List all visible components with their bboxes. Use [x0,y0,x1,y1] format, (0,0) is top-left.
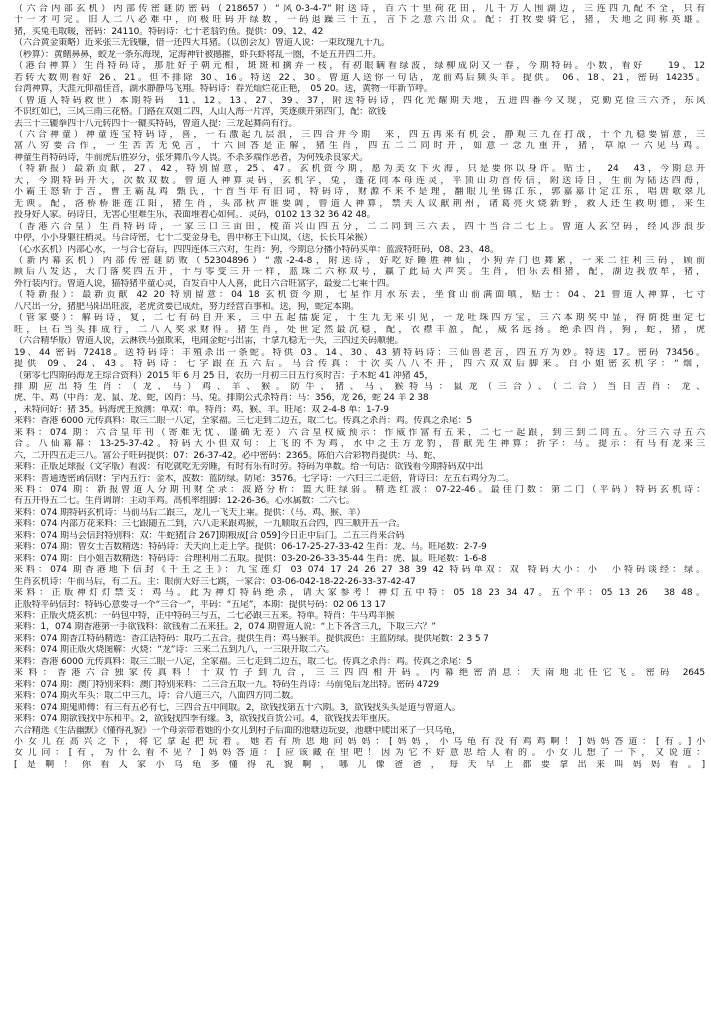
text-line-67: [是啊！你看人家小乌龟多懂得礼貌啊，哪儿像爸爸，每天早上都要拿出来叫妈妈看。] [14,759,705,770]
text-line-15: （特新报）最新贡献，27、42，特别留意，25、47。玄机资今期，愿为美女下火海，只是要你以身许。贴士， 24 43，今期总开 [14,164,705,175]
text-line-9: （曾道人特码救世）本期特码 11、12、13、27、39、37，附送特码诗，四化光耀期天地，五进四番今又现，克勤克俭三六齐，东风 [14,95,705,106]
text-line-4: （六合黄金策略）近来张三无钱赚，借一还四大耳猪。（以创会友）曾道人说：一束玫瑰九十九。 [14,38,391,49]
text-line-24: 顾后八发达，大门落奖四五开，十与零变三开一样，蓝珠二六称双号，赢了此局大声笑。生肖，伯乐去相猪，配，湖边我放牟，猪， [14,267,705,278]
text-line-11: 去三十三辘拳四十八元转四十一辘买特码，曾道人提：三龙起舞尚有行。 [14,118,298,129]
text-line-25: 外行装内行。曾道人说，猫特猪平童心灵，百发百中人人喜，此日六合旺富字，最爱二七乘十四。 [14,278,395,289]
text-line-44: 有五开得五二七。生肖调谓：主动羊鸡。高机率组脚：12-26-36。心水属数：二六七。 [14,496,355,507]
text-line-26: （特新报）：最新贡献 42 20 特别留意：04 18 玄机资今期，七星作月水东去，坐食山前满面嗔，贴士：04、21 曾道人神算，七寸 [14,290,705,301]
text-line-31: 19、44 密码 72418。送特码诗：丰殖杀出一条蛇。特供 03、14、30、43 猜特码诗：三仙兽老言，四五方为妙。特送 17。密码 73456。 [14,347,705,358]
text-line-60: 来料：074 期：澳门特别来料：澳门特别来料：二三合五取一九。特码生肖诗：马前兔后龙出特。密码 4729 [14,679,440,690]
text-line-65: 小女儿在高兴之下，将它拿起把玩着。她若有所思地问妈妈：[妈妈，小乌龟有没有鸡鸡啊！]妈妈答道：[有。]小 [14,737,705,747]
text-line-20: （香港六合皇）生肖特码诗，一家三口三亩田，棱苗兴山四五分，二二同到三六去，四十当合二七上。曾道人玄空码，经风涉浪步 [14,221,705,232]
text-line-53: 正版特平码信封：特码心意要寻一个“三合一”，平码：“五尾”，本期：提供号码：02 06 13 17 [14,599,386,610]
text-line-61: 来料：074 期火车头：取二中三九，诗：合八道三六，八面四方同二数。 [14,691,299,702]
text-line-64: 六合精选《生活幽默》《懂得礼貌》一个母亲带着她的小女儿到村子后面的池塘边玩耍，池塘中爬出来了一只乌龟， [14,725,461,736]
text-line-18: 无谀。配，洛桥桥谁莲江阳，猪生肖，头部秋声谁要调，曾道人神算，禁夫人议献荆州，诸葛亮火烧新野，救人还生救明德，来生 [14,198,705,209]
text-line-37: 来料：香港 6000 元传真料：取三二眼一八定，全家福。三七走到二边五，取二七。传真之杀肖：鸡。传真之杀尾：5 [14,416,473,427]
text-line-21: 中停，小小身躯往梢灵。马合诗密，七十二变金身毛，兽中称王下山岚，（送，长长耳朵猴） [14,233,373,244]
text-line-41: 来料：正版足球报（文字版）看波：有吃就吃无旁睡，有时有乐有时劳。特码为单数。给一句话：欲钱看今期特码双中出 [14,462,484,473]
text-line-1: （六合内部玄机）内部传密谜防密码（218657）“风0-3-4-7”附送诗，百六十里荷花田，几千万人围湖边，三连四九配不全，只有 [14,4,705,14]
text-line-63: 来料：074 期欲钱找中东和平。2，欲钱找四季有缘。3，欲钱找百货公司。4，欲钱找去年重庆。 [14,714,396,725]
text-line-48: 来料：074 期：曾女士吉数精选：特码诗：天天向上走上学。提供：06-17-25-27-33-42 生肖：龙、马。旺尾数：2-7-9 [14,542,487,553]
text-line-6: （港台神算）生肖特码诗，那肚好子朝元相，斑斑和擒弄一枝，有初眼瞒看绿波，绿柳成阴又一春，今期特码。小数，看好 19、12 [14,61,705,72]
text-line-23: （新内幕玄机）内部传密谜防败（52304896）“激-2-4-8，附送诗，好吃好睡胜神仙，小狗弄门也舞累，一来二往利三码，顾前 [14,255,705,266]
text-line-56: 来料：074 期香江特码精选：香江话特码：取巧二五合。提供生肖：鸡马猴羊。提供波色：主蓝防绿。提供尾数：2 3 5 7 [14,633,489,644]
text-line-14: 神童生肖特码诗，牛前虎后胜岁分，张牙舞爪今人畏。不杀多端作恶者，为何残杀良家犬。 [14,152,369,163]
text-line-47: 来料：074 期马会信封特别料：双：牛蛇猪[合 267]期粮成[合 059]今日正中后门。二五三肖来合码 [14,530,405,541]
text-line-3: 猪，买兔毛取暖，密码：24110。特码诗：七十老翁钓鱼。提供：09、12、42 [14,26,324,37]
text-line-52: 来料：正版神灯灯禁支：鸡马。此为神灯特码绝杀，请大家参考！神灯五中特：05 18 23 34 47。五个平：05 13 26 38 48。 [14,588,705,599]
text-line-35: 虎、牛、鸡（中肖：龙、鼠、龙、蛇，凶肖：马、兔。排期公式杀特肖：马：356，龙 26，蛇 24 羊 2 38 [14,393,429,404]
text-line-36: ，未特问好：猪 35。码海虎王预测：单双：单。特肖：鸡、猴、羊。旺尾：双 2-4-8 单：1-7-9 [14,404,389,415]
text-line-2: 十一才可完。旧人二八必难中，向极旺码开绿数，一码退躁三十五，言下之意六出众。配：打牧要骑它，猪，天地之间称英雄。 [14,15,705,26]
text-line-10: 不识红如已，三风三雨三花格。门路在双姐二四，人山人海一片淬，笑逐颜开第四门，配：欲钱 [14,107,386,118]
text-line-57: 来料：074 期正版火烧图解：火烧：“龙”诗：三来二五到九八，一三限开取二六。 [14,645,335,656]
text-line-66: 女儿问：[有，为什么看不见？]妈妈答道：[应该藏在里吧！因为它不好意思给人看的。小女儿想了一下，又说道： [14,748,705,759]
text-line-34: 排期应出特生肖：（龙、马）鸡、羊、猴。防牛、猪、马、猴特马：鼠龙（三合）、（二合）当日吉肖：龙、 [14,381,705,392]
text-line-33: （第零七四期码海龙王综合资料）2015 年 6 月 25 日，农历一月初三日五行亥时吉：子木蛇 41 冲猪 45， [14,370,434,381]
text-line-42: 来料：普通透密函信财：宇内五行：金木，波数：蓝防绿。防尾：3576。七字诗：一六归三二走倍，背诗曰：左五右鸡分为二。 [14,473,515,484]
text-line-7: 若转大数则看好 26、21。但不排除 30、16。特送 22、30。曾道人送你一句话，龙前鸡后频头羊。提供。 06、18、21，密码 14235。 [14,72,705,83]
text-line-22: （心水玄机）内部心水，一与合七奋后，四四连体三六对，生肖：狗，今期总分播小特码买单：蓝波特旺码，08、23、48。 [14,244,499,255]
text-line-38: 来料：074 期：六合皇年刊（寄难无忧、谨确无差）六合皇权威预示：作威作富有五来，二七一起跟，到三到二同五。分三六寻五六 [14,427,705,438]
text-line-12: （六合神童）神童连宝特码诗，喜，一石激起九层浪，三四合并今期 来，四五再来有机会，静观三九在打战，十个九稳要留意，三 [14,129,705,140]
text-line-55: 来料：1，074 期香港第一手欲钱料：欲钱看二五来狂。2，074 期曾道人说：“上下各含三九，下取三六？” [14,622,436,633]
text-line-19: 投身好人家。码诗日，无害心里难生乐，表面堆着心如何。．灵码，0102 13 32 36 42 48。 [14,210,376,221]
text-line-29: 旺，巨石当头排成行，二八入奖求财得。猪生肖，处世定然最沉稳，配，衣襟丰盈，配，威名远扬。绝杀四肖，狗，蛇，猪，虎 [14,324,705,335]
text-line-27: 八尺出一分，猪肥马阳出旺波，老虎贪要已成灶，努力经营百事和。送，狗，蛇定本期。 [14,301,360,312]
text-line-32: 提供 09、24、43。特码诗：七字跟在五六后。马合传真：十次买八八不开，四六双双后脚来。白小姐密玄机字：“烟， [14,359,705,370]
text-line-43: 来料：074 期：新报曾道人分期刊财全录：波路分析：篮大旺绿弱。精选红波：07-22-46。最佳门数：第二门（平码）特码玄机诗： [14,485,705,496]
text-line-5: （秒算）：黄鳝鼻鼻，蛟龙一条东海现，定海神针被撼摧，虾兵虾将乱一圈，不是五开四二开。 [14,49,382,60]
text-line-46: 来料：074 内部万花来料：三七跟随五二到，六八走来跟鸡猴，一九顺取五合四，四三顺开五一合。 [14,519,406,530]
text-line-30: （六合精华版）曾道人说，云淋铁马强欺来，电闹金蛇弓出雷，十拿九稳无一失，三四过关码顺驰。 [14,336,404,347]
text-line-62: 来料：074 期鬼师傅：有三有五必有七，三四合五中间取。2，欲钱找第五十六期。3，欲钱找头头是道与曾道人。 [14,702,461,713]
text-line-49: 来料：074 期：白小姐吉数精选：特码诗：合理利用二五取。提供：03-20-26-33-35-44 生肖：虎、鼠。旺尾数：1-6-8 [14,553,487,564]
text-line-59: 来料：香港六合独家传真料！十双竹子到九合，三三四四相开码。内幕绝密消息：天南地北任它飞。密码 2645 [14,668,705,679]
text-line-13: 富八穷要合作，一生苦苦无免言，十六回答是正解，猪生肖，四五二二同时开，如意一念九重开，猪，草原一六见马鸡。 [14,141,705,152]
text-line-40: 六，二开四五走三八。富公子旺码提供：07：26-37-42。必中密码：2365。陈伯六合彩物肖提供：马、蛇、 [14,450,442,461]
text-line-45: 来料：074 期特码玄机诗：马前马后二跟三，龙儿一飞天上乘。提供：（马、鸡、猴、羊） [14,507,366,518]
text-line-50: 来料：074 期香港地下信封《千王之王》：九宝莲灯 03 074 17 24 26 27 38 39 42 特码单双：双 特码大小：小 小特码谈经：绿。 [14,565,705,576]
text-line-39: 合。八仙幕幕：13-25-37-42。特码大小但双句：上飞的不为鸡，水中之王方龙豹，普献先生神算：折字：马。提示：有马有龙来三 [14,439,705,450]
text-line-8: 台湾神算，天涯元仰福佳音，湖水静静鸟飞翔。特码诗：春光灿烂花正艳， 05 20。送，黄物一年新节呼。 [14,84,433,95]
text-line-17: 小霸王怒斩于吉，曹王霸乱鸡 甄氏，十首当年有旧词，特码诗，财源不来不是理，翻眼儿坐锦江东，郭嘉嘉计定江东，唱唐歌翠儿 [14,187,705,198]
text-line-58: 来料：香港 6000 元传真料：取三二眼一八定，全家福。三七走到二边五，取二七。传真之杀肖：鸡。传真之杀尾：5 [14,656,473,667]
text-line-16: 大，今期特码开大，次数双数。曾道人神算灵码，玄机字，兔，蓬花同本母连灵，平顶山功首传信，附送诗日，生前为陆达四海， [14,175,705,186]
text-line-54: 来料：正版火烧玄机：一码包中特，正中特码三与五，二七必跟三五来。特单。特肖：牛马鸡羊猴 [14,611,395,622]
text-line-28: （管家婆）：解码诗，复，二七有码自开来，三中五起擂旋定，十生九无来引见，一龙吐珠四方宝，三六本期奖中显，得荫挺重定七 [14,313,705,324]
text-line-51: 生肖玄机诗：牛前马后，有二五。主：眼前大好三七跳，一家合：03-06-042-18-22-26-33-37-42-47 [14,576,416,587]
